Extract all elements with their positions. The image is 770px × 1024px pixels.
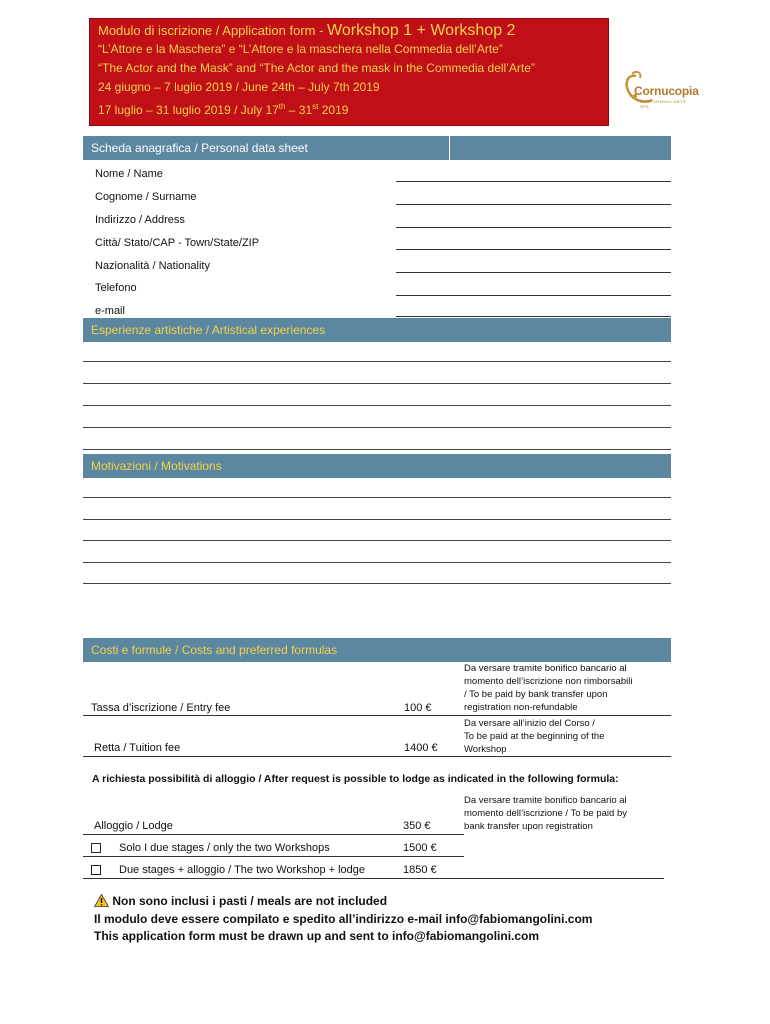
field-label-email: e-mail (95, 305, 125, 317)
option-workshops-lodge-price: 1850 € (403, 864, 437, 876)
experiences-title: Esperienze artistiche / Artistical experiences (91, 323, 326, 337)
lodging-heading: A richiesta possibilità di alloggio / After request is possible to lodge as indicated in the following formula: (92, 773, 619, 785)
option-two-workshops-price: 1500 € (403, 842, 437, 854)
send-instructions-it: Il modulo deve essere compilato e spedito all’indirizzo e-mail info@fabiomangolini.com (94, 912, 593, 926)
header-dates-2 (98, 97, 600, 120)
lodge-price: 350 € (403, 820, 431, 832)
lodge-divider (83, 834, 464, 835)
note-line: bank transfer upon registration (464, 821, 593, 832)
header-subtitle-en: “The Actor and the Mask” and “The Actor and the mask in the Commedia dell’Arte” (98, 61, 535, 75)
meals-note-text: Non sono inclusi i pasti / meals are not included (112, 894, 388, 908)
option-workshops-lodge-checkbox[interactable] (91, 865, 101, 875)
note-line: To be paid at the beginning of the (464, 731, 605, 742)
lodge-label: Alloggio / Lodge (94, 820, 173, 832)
motivations-line[interactable] (83, 540, 671, 541)
motivations-line[interactable] (83, 497, 671, 498)
dates2-a: 17 luglio – 31 luglio 2019 / July 17 (98, 103, 279, 117)
send-instructions-en: This application form must be drawn up and sent to info@fabiomangolini.com (94, 929, 540, 943)
meals-note (94, 894, 387, 908)
note-line: registration non-refundable (464, 702, 578, 713)
logo-word: Cornucopia (634, 84, 699, 98)
lodging-bottom-border (83, 878, 664, 879)
cornucopia-logo (622, 68, 699, 112)
option-divider (83, 856, 464, 857)
field-label-name: Nome / Name (95, 168, 163, 180)
header-title-workshops: Workshop 1 + Workshop 2 (327, 22, 516, 39)
tuition-fee-label: Retta / Tuition fee (94, 742, 181, 754)
personal-data-title: Scheda anagrafica / Personal data sheet (91, 141, 308, 155)
experiences-line[interactable] (83, 405, 671, 406)
note-line: momento dell’iscrizione / To be paid by (464, 808, 627, 819)
costs-title: Costi e formule / Costs and preferred formulas (91, 643, 338, 657)
dates2-c: 2019 (318, 103, 349, 117)
note-line: / To be paid by bank transfer upon (464, 689, 608, 700)
field-label-address: Indirizzo / Address (95, 214, 185, 226)
note-line: Da versare tramite bonifico bancario al (464, 663, 627, 674)
option-two-workshops-checkbox[interactable] (91, 843, 101, 853)
table-bottom-border (83, 756, 671, 757)
field-label-town: Città/ Stato/CAP - Town/State/ZIP (95, 237, 260, 249)
address-field[interactable] (396, 227, 671, 228)
dates2-sup2: st (312, 102, 319, 111)
costs-bar (83, 638, 671, 662)
header-banner (89, 18, 609, 126)
motivations-line[interactable] (83, 562, 671, 563)
header-title-part1: Modulo di iscrizione / Application form - (98, 23, 328, 38)
experiences-line[interactable] (83, 427, 671, 428)
option-workshops-lodge-label: Due stages + alloggio / The two Workshop + lodge (119, 864, 366, 876)
dates2-sup1: th (278, 102, 286, 111)
field-label-nationality: Nazionalità / Nationality (95, 260, 210, 272)
note-line: Da versare all’inizio del Corso / (464, 718, 595, 729)
note-line: Workshop (464, 744, 507, 755)
tuition-fee-price: 1400 € (404, 742, 438, 754)
experiences-line[interactable] (83, 361, 671, 362)
experiences-bar (83, 318, 671, 342)
bar-divider (449, 136, 450, 160)
entry-fee-note (464, 662, 632, 714)
surname-field[interactable] (396, 204, 671, 205)
header-subtitle-it: “L’Attore e la Maschera” e “L’Attore e la maschera nella Commedia dell’Arte” (98, 42, 503, 56)
option-two-workshops-label: Solo I due stages / only the two Workshops (119, 842, 330, 854)
motivations-title: Motivazioni / Motivations (91, 459, 222, 473)
experiences-line[interactable] (83, 383, 671, 384)
motivations-line[interactable] (83, 519, 671, 520)
note-line: momento dell’iscrizione non rimborsabili (464, 676, 633, 687)
warning-icon (94, 894, 109, 907)
logo-subtitle: PERFORMING ARTS SPA (640, 99, 687, 109)
tuition-fee-note (464, 717, 605, 756)
lodge-note (464, 794, 627, 833)
name-field[interactable] (396, 181, 671, 182)
nationality-field[interactable] (396, 272, 671, 273)
entry-fee-price: 100 € (404, 702, 432, 714)
entry-fee-label: Tassa d’iscrizione / Entry fee (91, 702, 231, 714)
header-title (98, 22, 600, 40)
motivations-bar (83, 454, 671, 478)
header-dates-1: 24 giugno – 7 luglio 2019 / June 24th – July 7th 2019 (98, 80, 380, 94)
dates2-b: – 31 (285, 103, 313, 117)
experiences-line[interactable] (83, 449, 671, 450)
field-label-phone: Telefono (95, 282, 137, 294)
phone-field[interactable] (396, 295, 671, 296)
motivations-line[interactable] (83, 583, 671, 584)
table-divider (83, 715, 671, 716)
email-field[interactable] (396, 316, 671, 317)
personal-data-bar (83, 136, 671, 160)
field-label-surname: Cognome / Surname (95, 191, 197, 203)
town-field[interactable] (396, 249, 671, 250)
note-line: Da versare tramite bonifico bancario al (464, 795, 627, 806)
